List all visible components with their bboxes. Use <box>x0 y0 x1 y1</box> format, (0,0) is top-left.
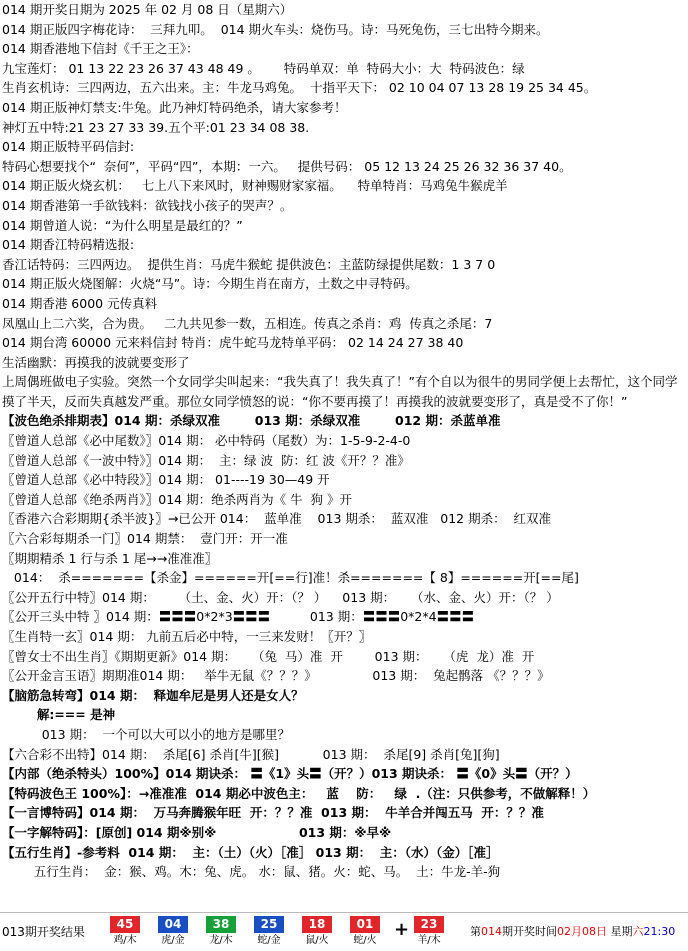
text-line: 014 期开奖日期为 2025 年 02 月 08 日（星期六） <box>2 2 293 17</box>
prediction-line: 〖曾道人总部《一波中特》〗014 期： 主：绿 波 防：红 波《开？？准》 <box>2 452 410 468</box>
text-line: 014 期台湾 60000 元来料信封 特肖：虎牛蛇马龙特单平码： 02 14 24 27 38 40 <box>2 335 464 351</box>
text-line: 香江话特码：三四两边。 提供生肖：马虎牛猴蛇 提供波色：主蓝防绿提供尾数：1 3 7 0 <box>2 256 496 272</box>
text-line: 014 期正版神灯禁支:牛兔。此乃神灯特码绝杀，请大家参考！ <box>2 99 347 115</box>
ball-number: 01 <box>350 916 380 933</box>
result-ball <box>254 916 284 948</box>
prediction-line: 【脑筋急转弯】014 期： 释迦牟尼是男人还是女人？ <box>2 687 304 703</box>
text-line: 014 期正版四字梅花诗： 三拜九叩。 014 期火车头：烧伤马。诗：马死兔伤，三七出特今期来。 <box>2 21 549 37</box>
plus-sign: + <box>394 919 410 940</box>
next-prefix: 第 <box>470 925 481 938</box>
prediction-line: 【内部（绝杀特头）100%】014 期诀杀： 〓《1》头〓（开？）013 期诀杀： 〓《0》头〓（开？） <box>2 766 578 782</box>
prediction-line: 〖公开金言玉语〗期期准014 期： 举牛无鼠《？？？》 013 期： 兔起鹘落 《？？？》 <box>2 668 550 684</box>
text-line: 凤凰山上二六奖，合为贵。 二九共见参一数，五相连。传真之杀肖：鸡 传真之杀尾：7 <box>2 315 493 331</box>
next-issue: 014 <box>481 925 502 938</box>
ball-number: 18 <box>302 916 332 933</box>
text-line: 014 期香港 6000 元传真料 <box>2 295 158 311</box>
prediction-line: 〖期期精杀 1 行与杀 1 尾→→准准准〗 <box>2 550 218 566</box>
special-ball <box>414 916 444 948</box>
next-weekday-label: 星期 <box>610 925 633 938</box>
prediction-line: 〖香港六合彩期期{杀半波}〗→已公开 014： 蓝单准 013 期杀： 蓝双准 012 期杀： 红双准 <box>2 511 552 527</box>
prediction-line: 〖曾道人总部《绝杀两肖》〗014 期：绝杀两肖为《 牛 狗 》开 <box>2 491 352 507</box>
text-line: 014 期正版火烧图解：火烧“马”。诗：今期生肖在南方，土数之中寻特码。 <box>2 276 418 292</box>
text-line: 014 期香港第一手欲钱料：欲钱找小孩子的哭声？。 <box>2 197 293 213</box>
prediction-line: 【一言博特码】014 期： 万马奔腾猴年旺 开：？？准 013 期： 牛羊合并闯五马 开：？？准 <box>2 805 544 821</box>
text-line: 014 期曾道人说：“为什么明星是最红的？” <box>2 217 243 233</box>
text-line: 生肖玄机诗：三四两边，五六出来。主：牛龙马鸡兔。 十指平天下： 02 10 04 07 13 28 19 25 34 45。 <box>2 80 597 96</box>
prediction-line: 014： 杀=======【杀金】======开[==行]准！杀=======【 8】======开[==尾] <box>2 570 579 586</box>
prediction-line: 〖生肖特一玄〗014 期： 九前五后必中特，一三来发财！〖开？〗 <box>2 629 372 644</box>
prediction-line: 013 期： 一个可以大可以小的地方是哪里？ <box>2 726 291 742</box>
prediction-line: 五行生肖： 金：猴、鸡。木：兔、虎。 水：鼠、猪。火：蛇、马。 土：牛龙-羊-狗 <box>2 864 501 880</box>
text-line: 014 期香港地下信封《千王之王》： <box>2 41 199 57</box>
result-ball <box>350 916 380 948</box>
next-draw-time <box>470 923 675 939</box>
prediction-line: 〖曾道人总部《必中特段》〗014 期： 01----19 30—49 开 <box>2 472 330 488</box>
text-line: 014 期正版火烧玄机： 七上八下来风时，财神赐财家家福。 特单特肖：马鸡兔牛猴虎羊 <box>2 178 508 194</box>
prediction-line: 【一字解特码】：[原创] 014 期※别※ 013 期：※早※ <box>2 824 392 840</box>
result-ball <box>110 916 140 948</box>
prediction-line: 〖曾女士不出生肖〗《期期更新》014 期： （兔 马）准 开 013 期： （虎 龙）准 开 <box>2 648 535 664</box>
text-line: 特码心想要找个“ 奈何”，平码“四”，本期：一六。 提供号码： 05 12 13 24 25 26 32 36 37 40。 <box>2 158 572 174</box>
result-ball <box>158 916 188 948</box>
draw-result-label: 013期开奖结果 <box>2 925 85 939</box>
text-line: 神灯五中特:21 23 27 33 39.五个平:01 23 34 08 38. <box>2 119 310 135</box>
ball-zodiac: 鸡/木 <box>110 933 140 948</box>
next-mid: 期开奖时间 <box>502 925 557 938</box>
next-weekday: 六 <box>632 925 644 938</box>
ball-number: 23 <box>414 916 444 933</box>
prediction-line: 〖公开三头中特 〗014 期：〓〓〓0*2*3〓〓〓 013 期：〓〓〓0*2*4〓〓〓 <box>2 609 475 625</box>
ball-number: 04 <box>158 916 188 933</box>
text-line: 014 期正版特平码信封: <box>2 139 135 155</box>
prediction-line: 〖六合彩每期杀一门〗014 期禁： 壹门开：开一准 <box>2 531 288 547</box>
prediction-line: 〖曾道人总部《必中尾数》〗014 期： 必中特码（尾数）为：1-5-9-2-4-0 <box>2 433 411 449</box>
result-ball <box>302 916 332 948</box>
text-line: 生活幽默：再摸我的波就要变形了 <box>2 354 190 370</box>
text-line: 014 期香江特码精选报: <box>2 237 135 253</box>
prediction-lines <box>0 411 688 881</box>
ball-zodiac: 羊/木 <box>414 933 444 948</box>
ball-number: 45 <box>110 916 140 933</box>
humor-paragraph: 上周偶班做电子实验。突然一个女同学尖叫起来：“我失真了！我失真了！”有个自以为很牛的男同学便上去帮忙，这个同学摸了半天，反而失真越发严重。那位女同学愤怒的说：“你不要再摸了！再摸我的波就要变形了，真是受不了你！” <box>2 374 678 409</box>
next-time: 21:30 <box>643 925 676 938</box>
ball-zodiac: 蛇/金 <box>254 933 284 948</box>
ball-zodiac: 蛇/火 <box>350 933 380 948</box>
text-line: 九宝莲灯： 01 13 22 23 26 37 43 48 49 。 特码单双：单 特码大小：大 特码波色：绿 <box>2 60 525 76</box>
ball-number: 25 <box>254 916 284 933</box>
ball-number: 38 <box>206 916 236 933</box>
ball-zodiac: 龙/木 <box>206 933 236 948</box>
prediction-line: 【波色绝杀排期表】014 期：杀绿双准 013 期：杀绿双准 012 期：杀蓝单准 <box>2 413 501 429</box>
prediction-line: 【特码波色王 100%】：→准准准 014 期必中波色主： 蓝 防： 绿 .（注：只供参考，不做解释！） <box>2 785 596 801</box>
draw-result-footer <box>0 912 688 950</box>
next-date: 02月08日 <box>557 925 607 938</box>
prediction-line: 〖公开五行中特〗014 期： （土、金、火）开：（？ ） 013 期： （水、金、火）开：（？ ） <box>2 589 559 605</box>
ball-zodiac: 虎/金 <box>158 933 188 948</box>
prediction-line: 【五行生肖】-参考料 014 期： 主：（土）（火）［准］ 013 期： 主：（水）（金）［准］ <box>2 844 499 860</box>
prediction-line: 解:=== 是神 <box>2 707 116 723</box>
prediction-line: 【六合彩不出特】014 期： 杀尾[6] 杀肖[牛][猴] 013 期： 杀尾[9] 杀肖[兔][狗] <box>2 746 500 762</box>
ball-zodiac: 鼠/火 <box>302 933 332 948</box>
header-lines <box>0 0 688 372</box>
result-ball <box>206 916 236 948</box>
